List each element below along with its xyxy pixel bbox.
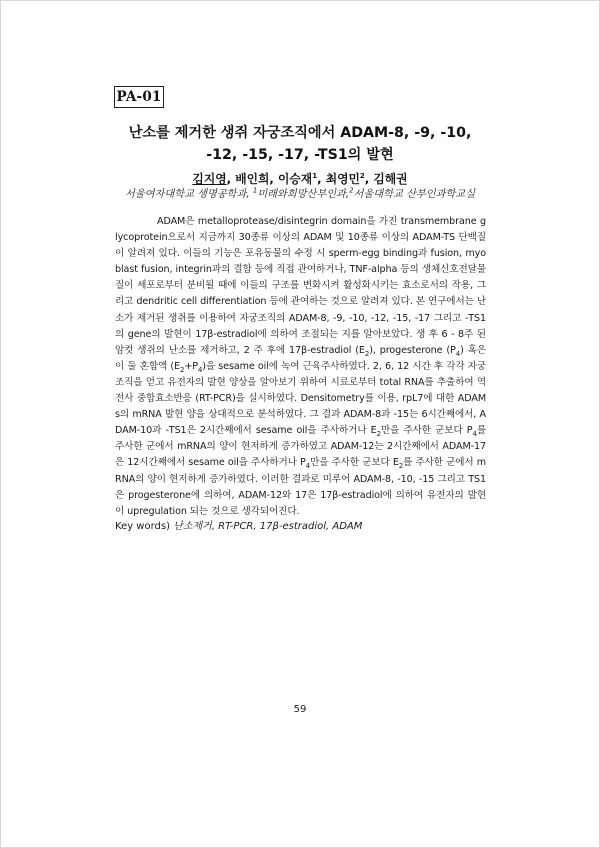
subscript: 2 (376, 430, 381, 439)
paper-title (90, 122, 510, 166)
subscript: 2 (398, 462, 404, 471)
abstract-text: ) 혹은 이 둘 혼합액 (E (115, 344, 486, 372)
abstract-text: )을 sesame oil에 녹여 근육주사하였다. 2, 6, 12 시간 후 각각 자궁 조직을 얻고 유전자의 발현 양상을 알아보기 위하여 시료로부터 total RNA를 추출하여 역전사 중합효소반응 (RT-PCR)을 실시하였다. Densitometry를 이용, rpL7에 대한 ADAMs의 mRNA 발현 양을 상대적으로 분석하였다. 그 결과 ADAM-8과 -15는 6시간째에서, ADAM-10과 -TS1은 2시간째에서 sesame oil을 주사하거나 E (115, 360, 486, 437)
keywords-values: 난소제거, RT-PCR, 17β-estradiol, ADAM (173, 521, 363, 532)
author-list: 김지영, 배인희, 이승재$^1$, 최영민$^2$, 김해권 (192, 172, 408, 186)
affiliation-mark: 2 (359, 172, 365, 181)
abstract-text: 를 주사한 군에서 mRNA의 양이 현저하게 증가하였고 ADAM-12는 2시간째에서 ADAM-17은 12시간째에서 sesame oil을 주사하거나 P (115, 425, 486, 469)
presenting-author: 김지영 (192, 172, 227, 186)
affiliation-mark: 1 (312, 172, 318, 181)
abstract-text: -estradiol (E (307, 344, 365, 356)
affiliation-mark: 2 (349, 186, 354, 195)
abstract-text: +P (184, 360, 198, 372)
affiliation: 미래와희망산부인과 (257, 189, 346, 200)
title-line-1: 난소를 제거한 생쥐 자궁조직에서 ADAM-8, -9, -10, (128, 125, 472, 141)
subscript: 4 (455, 349, 461, 358)
beta-symbol: β (207, 328, 214, 340)
abstract-text: ADAM은 metalloprotease/disintegrin domain을 가진 transmembrane glycoprotein으로서 지금까지 30종류 이상의 ADAM 및 10종류 이상의 ADAM-TS 단백질이 알려져 있다. 이들의 기능은 포유동물의 수정 시 sperm-egg binding과 fusion, myoblast fusion, integrin과의 결합 등에 직접 관여하거나, TNF-alpha 등의 생체신호전달물질이 세포로부터 분비될 때에 이들의 구조를 변화시켜 활성화시키는 효소로서의 작용, 그리고 dendritic cell differentiation 등에 관여하는 것으로 알려져 있다. 본 연구에서는 난소가 제거된 생쥐를 이용하여 자궁조직의 ADAM-8, -9, -10, -12, -15, -17 그리고 -TS1의 gene의 발현이 17 (115, 216, 486, 340)
keywords-line (115, 519, 486, 535)
abstract-text: -estradiol에 의하여 조절되는 지를 알아보았다. 생 후 6 - 8주 된 암컷 생쥐의 난소를 제거하고, 2 주 후에 17 (115, 328, 486, 356)
abstract-body (115, 214, 486, 520)
page-number: 59 (293, 704, 307, 715)
affiliation-mark: 1 (252, 186, 258, 195)
author: 김해권 (373, 172, 408, 186)
abstract-text: ), progesterone (P (369, 344, 456, 356)
abstract-code-box (114, 86, 164, 108)
affiliation: 서울대학교 산부인과학교실 (353, 189, 475, 200)
abstract-text: 만을 주사한 군보다 P (380, 425, 473, 437)
keywords-label: Key words) (115, 521, 170, 532)
affiliation: 서울여자대학교 생명공학과 (125, 189, 247, 200)
abstract-text: -estradiol에 의하여 유전자의 발현이 upregulation 되는 것으로 생각되어진다. (115, 489, 486, 517)
abstract-code: PA-01 (116, 89, 162, 105)
subscript: 4 (472, 430, 477, 439)
affiliation-list: 서울여자대학교 생명공학과, $^1$미래와희망산부인과,$^2$서울대학교 산부인과학교실 (125, 186, 475, 200)
author: 이승재 (278, 172, 313, 186)
abstract-text: 를 주사한 군에서 mRNA의 양이 현저하게 증가하였다. 이러한 결과로 미루어 ADAM-8, -10, -15 그리고 TS1은 progesterone에 의하여, ADAM-12와 17은 17 (115, 457, 486, 501)
abstract-text: 만을 주사한 군보다 E (310, 457, 399, 469)
subscript: 4 (305, 462, 311, 471)
author: 최영민 (325, 172, 360, 186)
subscript: 2 (179, 365, 185, 374)
subscript: 2 (364, 349, 370, 358)
beta-symbol: β (332, 489, 339, 501)
beta-symbol: β (301, 344, 308, 356)
author: 배인희 (235, 172, 270, 186)
title-line-2: -12, -15, -17, -TS1의 발현 (206, 147, 394, 163)
subscript: 4 (197, 365, 203, 374)
